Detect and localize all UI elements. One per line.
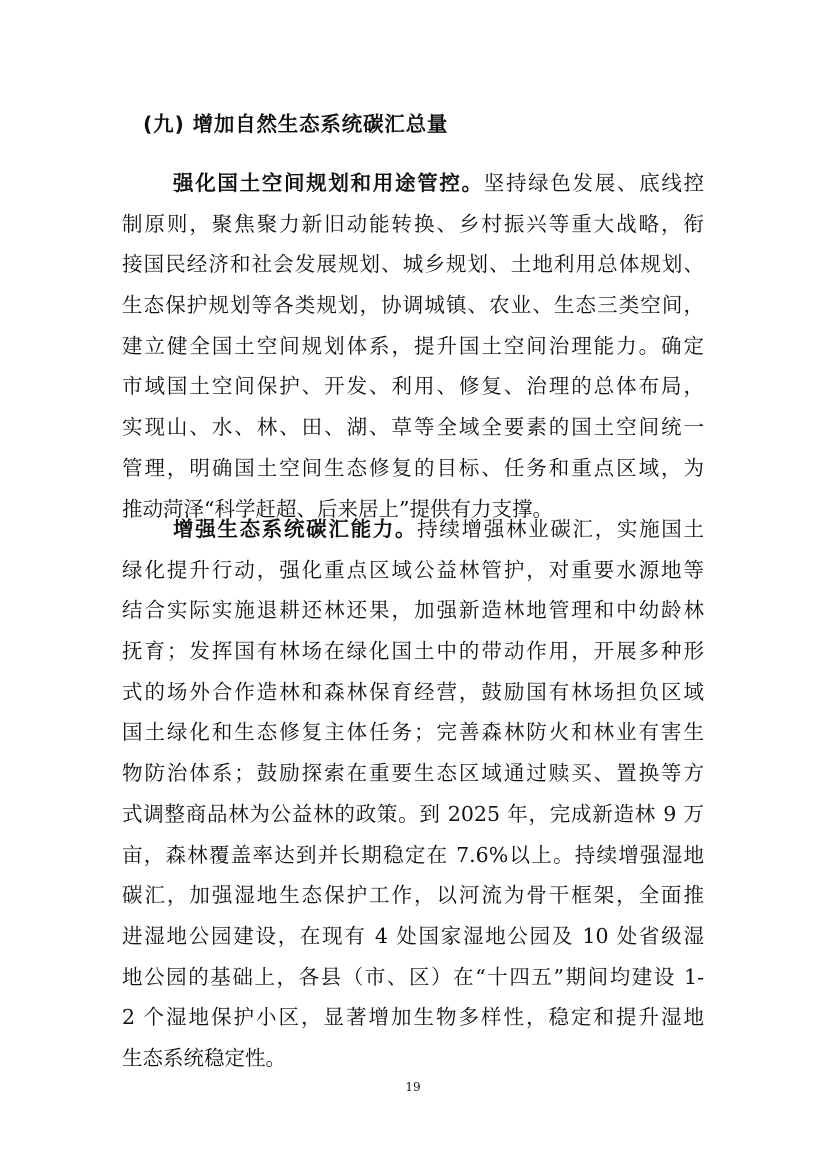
paragraph-carbon-sink-capacity bbox=[122, 509, 704, 1079]
paragraph-lead: 增强生态系统碳汇能力。 bbox=[173, 517, 418, 541]
paragraph-land-space-planning bbox=[122, 163, 704, 529]
paragraph-line: 实现山、水、林、田、湖、草等全域全要素的国土空间统一 bbox=[122, 415, 704, 440]
paragraph-text: 持续增强林业碳汇，实施国土 bbox=[417, 517, 705, 541]
paragraph-line: 2 个湿地保护小区，显著增加生物多样性，稳定和提升湿地 bbox=[122, 1005, 704, 1030]
paragraph-line: 国土绿化和生态修复主体任务；完善森林防火和林业有害生 bbox=[122, 720, 704, 745]
paragraph-line: 推动菏泽“科学赶超、后来居上”提供有力支撑。 bbox=[122, 496, 553, 521]
paragraph-line: 地公园的基础上，各县（市、区）在“十四五”期间均建设 1- bbox=[122, 964, 704, 989]
paragraph-line: 生态保护规划等各类规划，协调城镇、农业、生态三类空间， bbox=[122, 293, 704, 318]
paragraph-line: 接国民经济和社会发展规划、城乡规划、土地利用总体规划、 bbox=[122, 252, 704, 277]
paragraph-line: 生态系统稳定性。 bbox=[122, 1045, 286, 1070]
paragraph-line: 结合实际实施退耕还林还果，加强新造林地管理和中幼龄林 bbox=[122, 598, 704, 623]
paragraph-line: 亩，森林覆盖率达到并长期稳定在 7.6%以上。持续增强湿地 bbox=[122, 842, 704, 867]
paragraph-line: 市域国土空间保护、开发、利用、修复、治理的总体布局， bbox=[122, 374, 704, 399]
paragraph-line: 建立健全国土空间规划体系，提升国土空间治理能力。确定 bbox=[122, 333, 704, 358]
paragraph-line: 管理，明确国土空间生态修复的目标、任务和重点区域，为 bbox=[122, 455, 704, 480]
paragraph-text: 坚持绿色发展、底线控 bbox=[483, 171, 705, 195]
paragraph-line: 式调整商品林为公益林的政策。到 2025 年，完成新造林 9 万 bbox=[122, 801, 704, 826]
paragraph-line: 绿化提升行动，强化重点区域公益林管护，对重要水源地等 bbox=[122, 557, 704, 582]
paragraph-line bbox=[122, 509, 704, 550]
paragraph-line: 抚育；发挥国有林场在绿化国土中的带动作用，开展多种形 bbox=[122, 639, 704, 664]
paragraph-lead: 强化国土空间规划和用途管控。 bbox=[173, 171, 484, 195]
paragraph-line bbox=[122, 163, 704, 204]
paragraph-line: 制原则，聚焦聚力新旧动能转换、乡村振兴等重大战略，衔 bbox=[122, 211, 704, 236]
paragraph-line: 物防治体系；鼓励探索在重要生态区域通过赎买、置换等方 bbox=[122, 761, 704, 786]
page-number: 19 bbox=[405, 1080, 421, 1094]
paragraph-line: 进湿地公园建设，在现有 4 处国家湿地公园及 10 处省级湿 bbox=[122, 923, 704, 948]
section-heading: (九) 增加自然生态系统碳汇总量 bbox=[143, 112, 449, 136]
paragraph-line: 式的场外合作造林和森林保育经营，鼓励国有林场担负区域 bbox=[122, 679, 704, 704]
paragraph-line: 碳汇，加强湿地生态保护工作，以河流为骨干框架，全面推 bbox=[122, 883, 704, 908]
